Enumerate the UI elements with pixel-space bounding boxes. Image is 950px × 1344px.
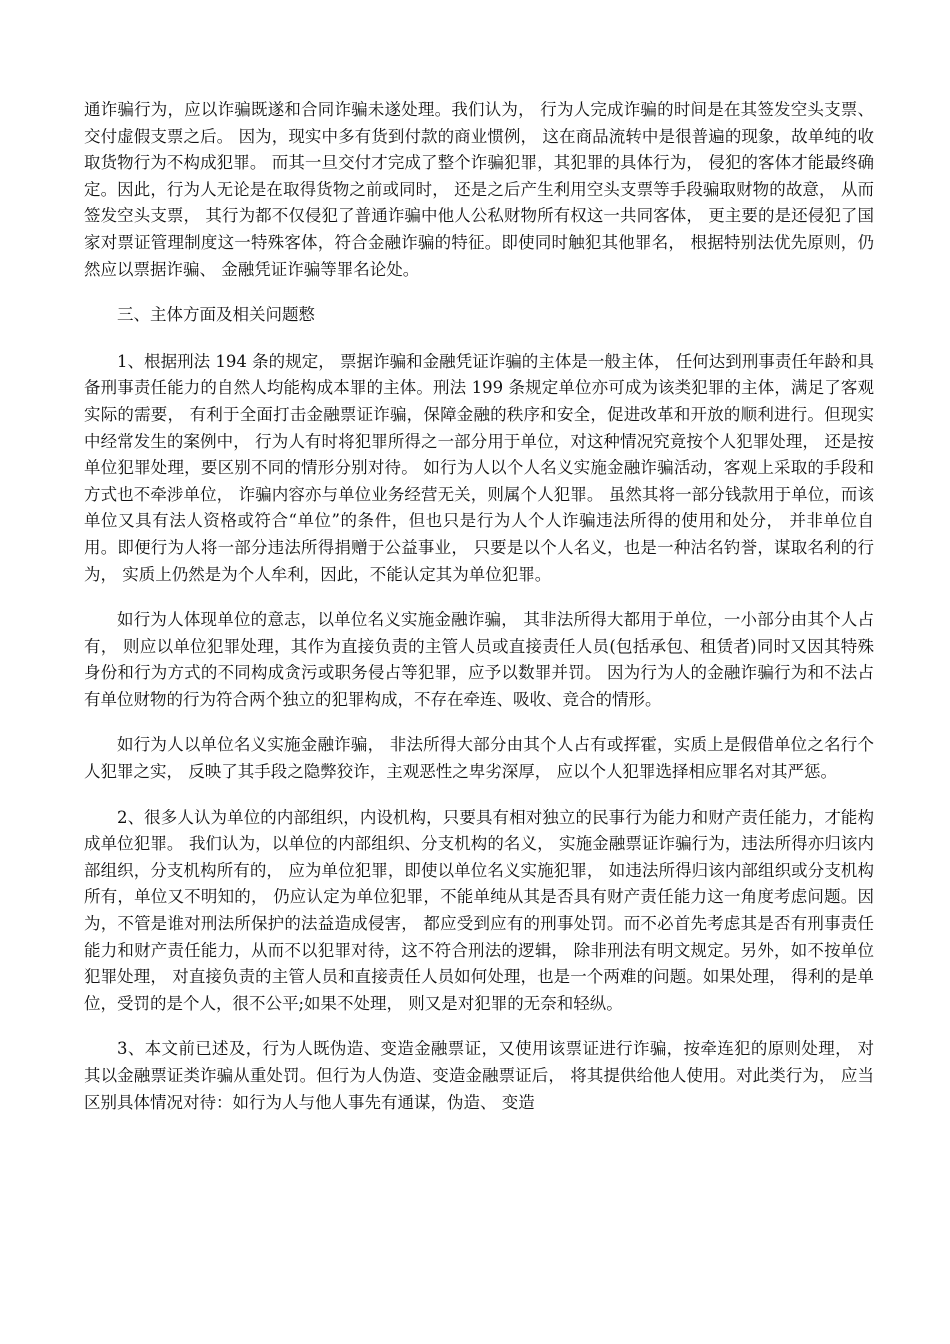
paragraph-point-2: 2、很多人认为单位的内部组织，内设机构，只要具有相对独立的民事行为能力和财产责任能力，才能构成单位犯罪。 我们认为，以单位的内部组织、分支机构的名义， 实施金融票证诈骗行为，违法所得亦归该内部组织，分支机构所有的， 应为单位犯罪，即使以单位名义实施犯罪， 如违法所得归该内部组织或分支机构所有，单位又不明知的， 仍应认定为单位犯罪，不能单纯从其是否具有财产责任能力这一角度考虑问题。因为，不管是谁对刑法所保护的法益造成侵害， 都应受到应有的刑事处罚。而不必首先考虑其是否有刑事责任能力和财产责任能力，从而不以犯罪对待，这不符合刑法的逻辑， 除非刑法有明文规定。另外，如不按单位犯罪处理， 对直接负责的主管人员和直接责任人员如何处理，也是一个两难的问题。如果处理， 得利的是单位，受罚的是个人，很不公平;如果不处理， 则又是对犯罪的无奈和轻纵。 — [84, 807, 874, 1013]
paragraph-continuation: 通诈骗行为，应以诈骗既遂和合同诈骗未遂处理。我们认为， 行为人完成诈骗的时间是在其签发空头支票、交付虚假支票之后。 因为，现实中多有货到付款的商业惯例， 这在商品流转中是很普遍的现象，故单纯的收取货物行为不构成犯罪。 而其一旦交付才完成了整个诈骗犯罪，其犯罪的具体行为， 侵犯的客体才能最终确定。因此，行为人无论是在取得货物之前或同时， 还是之后产生利用空头支票等手段骗取财物的故意， 从而签发空头支票， 其行为都不仅侵犯了普通诈骗中他人公私财物所有权这一共同客体， 更主要的是还侵犯了国家对票证管理制度这一特殊客体，符合金融诈骗的特征。即使同时触犯其他罪名， 根据特别法优先原则，仍然应以票据诈骗、 金融凭证诈骗等罪名论处。 — [84, 100, 874, 279]
section-heading: 三、主体方面及相关问题慗 — [117, 305, 315, 325]
paragraph-point-3: 3、本文前已述及，行为人既伪造、变造金融票证，又使用该票证进行诈骗，按牵连犯的原则处理， 对其以金融票证类诈骗从重处罚。但行为人伪造、变造金融票证后， 将其提供给他人使用。对此类行为， 应当区别具体情况对待：如行为人与他人事先有通谋，伪造、 变造 — [84, 1039, 874, 1112]
paragraph-point-1: 1、根据刑法 194 条的规定， 票据诈骗和金融凭证诈骗的主体是一般主体， 任何达到刑事责任年龄和具备刑事责任能力的自然人均能构成本罪的主体。刑法 199 条规定单位亦可成为该类犯罪的主体，满足了客观实际的需要， 有利于全面打击金融票证诈骗，保障金融的秩序和安全，促进改革和开放的顺利进行。但现实中经常发生的案例中， 行为人有时将犯罪所得之一部分用于单位，对这种情况究竟按个人犯罪处理， 还是按单位犯罪处理，要区别不同的情形分别对待。 如行为人以个人名义实施金融诈骗活动，客观上采取的手段和方式也不牵涉单位， 诈骗内容亦与单位业务经营无关，则属个人犯罪。 虽然其将一部分钱款用于单位，而该单位又具有法人资格或符合“单位”的条件，但也只是行为人个人诈骗违法所得的使用和处分， 并非单位自用。即便行为人将一部分违法所得捐赠于公益事业， 只要是以个人名义，也是一种沽名钓誉，谋取名利的行为， 实质上仍然是为个人牟利，因此，不能认定其为单位犯罪。 — [84, 351, 874, 584]
document-body — [84, 97, 874, 1135]
paragraph-unit-will: 如行为人体现单位的意志，以单位名义实施金融诈骗， 其非法所得大都用于单位，一小部分由其个人占有， 则应以单位犯罪处理，其作为直接负责的主管人员或直接责任人员(包括承包、租赁者)同时又因其特殊身份和行为方式的不同构成贪污或职务侵占等犯罪，应予以数罪并罚。 因为行为人的金融诈骗行为和不法占有单位财物的行为符合两个独立的犯罪构成，不存在牵连、吸收、竞合的情形。 — [84, 610, 874, 709]
paragraph-unit-name: 如行为人以单位名义实施金融诈骗， 非法所得大部分由其个人占有或挥霍，实质上是假借单位之名行个人犯罪之实， 反映了其手段之隐弊狡诈，主观恶性之卑劣深厚， 应以个人犯罪选择相应罪名对其严惩。 — [84, 735, 874, 782]
